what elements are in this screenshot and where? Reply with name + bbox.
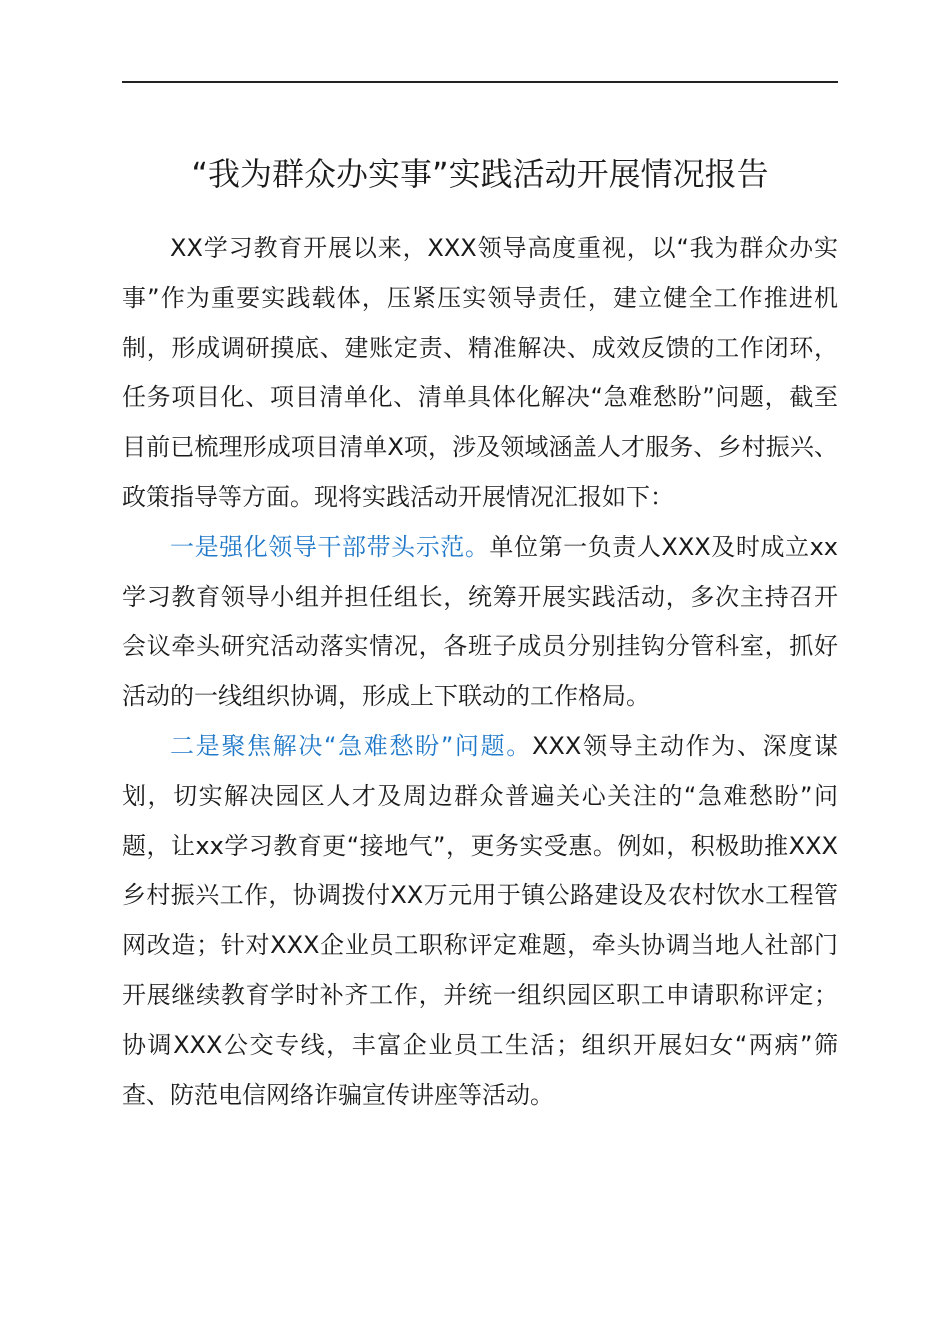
document-title: “我为群众办实事”实践活动开展情况报告 [191,155,769,193]
header-rule [122,81,838,83]
paragraph-text: XX学习教育开展以来，XXX领导高度重视，以“我为群众办实事”作为重要实践载体，压紧压实领导责任，建立健全工作推进机制，形成调研摸底、建账定责、精准解决、成效反馈的工作闭环，任务项目化、项目清单化、清单具体化解决“急难愁盼”问题，截至目前已梳理形成项目清单X项，涉及领域涵盖人才服务、乡村振兴、政策指导等方面。现将实践活动开展情况汇报如下： [122,234,838,511]
paragraph-lead: 一是强化领导干部带头示范。 [170,532,490,561]
paragraph-lead: 二是聚焦解决“急难愁盼”问题。 [170,731,532,760]
paragraph-intro [122,224,838,523]
paragraph-text: 单位第一负责人XXX及时成立xx学习教育领导小组并担任组长，统筹开展实践活动，多次主持召开会议牵头研究活动落实情况，各班子成员分别挂钩分管科室，抓好活动的一线组织协调，形成上下联动的工作格局。 [122,532,838,711]
paragraph-text: XXX领导主动作为、深度谋划，切实解决园区人才及周边群众普遍关心关注的“急难愁盼”问题，让xx学习教育更“接地气”，更务实受惠。例如，积极助推XXX乡村振兴工作，协调拨付XX万元用于镇公路建设及农村饮水工程管网改造；针对XXX企业员工职称评定难题，牵头协调当地人社部门开展继续教育学时补齐工作，并统一组织园区职工申请职称评定；协调XXX公交专线，丰富企业员工生活；组织开展妇女“两病”筛查、防范电信网络诈骗宣传讲座等活动。 [122,731,838,1109]
paragraph-point-one [122,523,838,722]
paragraph-point-two [122,722,838,1120]
document-body [122,224,838,1120]
